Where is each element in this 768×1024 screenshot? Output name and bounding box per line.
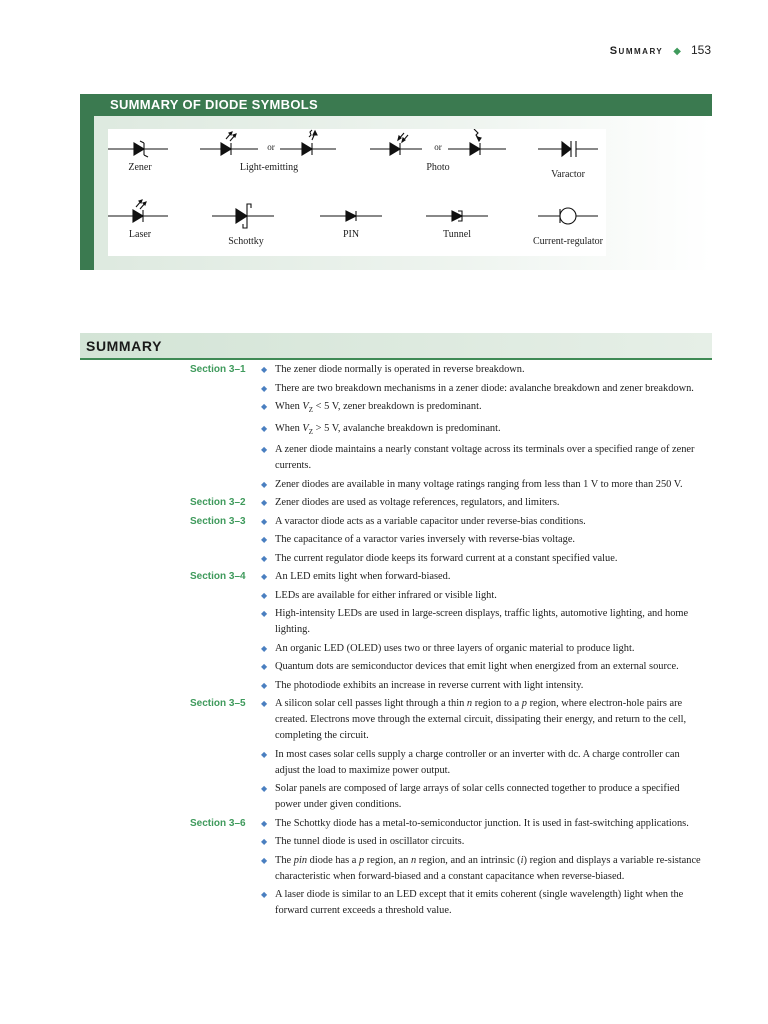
summary-title: SUMMARY [86, 338, 163, 354]
diamond-bullet-icon: ◆ [261, 498, 268, 508]
label-light-emitting: Light-emitting [239, 162, 299, 173]
summary-entry [0, 399, 768, 418]
summary-entry [0, 421, 768, 440]
summary-entry-text: The capacitance of a varactor varies inversely with reverse-bias voltage. [275, 534, 576, 546]
varactor-symbol-icon [538, 141, 598, 157]
label-current-regulator: Current-regulator [533, 236, 603, 247]
diamond-bullet-icon: ◆ [261, 784, 268, 794]
page-number: 153 [690, 43, 711, 57]
summary-entry-text: Solar panels are composed of large arrays of solar cells connected together to produce a specified power under given conditions. [275, 783, 680, 811]
summary-entry [0, 442, 768, 474]
summary-entry [0, 362, 768, 378]
label-laser: Laser [128, 229, 152, 240]
diamond-bullet-icon: ◆ [261, 402, 268, 411]
diamond-bullet-icon: ◆ [261, 516, 268, 526]
summary-entry [0, 551, 768, 567]
summary-entry [0, 588, 768, 604]
schottky-symbol-icon [212, 204, 274, 228]
tunnel-diode-symbol-icon [426, 211, 488, 221]
diamond-bullet-icon: ◆ [261, 423, 268, 433]
summary-entry [0, 495, 768, 511]
diamond-bullet-icon: ◆ [261, 837, 268, 847]
summary-entry [0, 532, 768, 548]
section-label: Section 3–3 [190, 515, 246, 527]
summary-entry [0, 659, 768, 675]
led-alt-symbol-icon [280, 130, 336, 155]
summary-entry [0, 834, 768, 850]
summary-entry [0, 514, 768, 530]
summary-entry-text: The tunnel diode is used in oscillator circuits. [275, 836, 465, 848]
summary-entry [0, 781, 768, 813]
summary-entry-text: High-intensity LEDs are used in large-screen displays, traffic lights, automotive lighting, and home lighting. [275, 608, 689, 636]
diamond-bullet-icon: ◆ [261, 818, 268, 828]
summary-entry-text: Zener diodes are used as voltage references, regulators, and limiters. [275, 497, 560, 509]
summary-entry-text: Zener diodes are available in many voltage ratings ranging from less than 1 V to more than 250 V. [275, 478, 683, 490]
summary-entry-text: An organic LED (OLED) uses two or three layers of organic material to produce light. [275, 642, 635, 654]
summary-entry-text: The Schottky diode has a metal-to-semiconductor junction. It is used in fast-switching applications. [275, 817, 689, 829]
label-tunnel: Tunnel [443, 229, 471, 240]
section-label: Section 3–5 [190, 698, 246, 710]
summary-entry [0, 606, 768, 638]
symbols-title: SUMMARY OF DIODE SYMBOLS [110, 97, 318, 112]
diamond-bullet-icon: ◆ [261, 535, 268, 545]
or-label-led: or [267, 142, 275, 152]
symbols-side-strip [80, 94, 94, 270]
diamond-bullet-icon: ◆ [261, 609, 268, 619]
summary-entry-text: Quantum dots are semiconductor devices that emit light when energized from an external source. [275, 661, 679, 673]
summary-entry-text: LEDs are available for either infrared or visible light. [275, 589, 497, 601]
summary-entry-text: There are two breakdown mechanisms in a zener diode: avalanche breakdown and zener breakdown. [275, 382, 694, 394]
summary-entry-text: A zener diode maintains a nearly constant voltage across its terminals over a specified range of zener currents. [275, 444, 695, 472]
diamond-icon: ◆ [673, 46, 681, 57]
diamond-bullet-icon: ◆ [261, 572, 268, 582]
summary-entry-text: The pin diode has a p region, an n region, and an intrinsic (i) region and displays a variable re-sistance characteristic when forward-biased and a constant capacitance when reverse-biased. [275, 854, 701, 882]
summary-entry-text: An LED emits light when forward-biased. [275, 571, 451, 583]
laser-symbol-icon [108, 200, 168, 222]
photodiode-symbol-icon [370, 133, 422, 155]
summary-entry [0, 696, 768, 744]
summary-entry-text: A silicon solar cell passes light through a thin n region to a p region, where electron-hole pairs are created. Electrons move through the external circuit, dissipating their energy, and return to the cell, completing the circuit. [275, 698, 687, 742]
summary-entry-text: The current regulator diode keeps its forward current at a constant specified value. [275, 552, 618, 564]
zener-symbol-icon [108, 141, 168, 157]
diamond-bullet-icon: ◆ [261, 680, 268, 690]
symbols-panel [108, 129, 606, 256]
current-regulator-symbol-icon [538, 208, 598, 224]
label-varactor: Varactor [551, 169, 585, 180]
or-label-photo: or [434, 142, 442, 152]
summary-entry [0, 381, 768, 397]
section-label: Section 3–2 [190, 497, 246, 509]
diamond-bullet-icon: ◆ [261, 590, 268, 600]
led-symbol-icon [200, 132, 258, 155]
summary-entry [0, 641, 768, 657]
summary-entry [0, 816, 768, 832]
section-label: Section 3–1 [190, 364, 246, 375]
summary-entry-text: The photodiode exhibits an increase in reverse current with light intensity. [275, 679, 584, 691]
summary-entry [0, 747, 768, 779]
summary-entry [0, 477, 768, 493]
diamond-bullet-icon: ◆ [261, 479, 268, 489]
pin-diode-symbol-icon [320, 211, 382, 221]
label-photo: Photo [426, 162, 450, 173]
label-zener: Zener [128, 162, 152, 173]
diamond-bullet-icon: ◆ [261, 662, 268, 672]
section-label: Section 3–6 [190, 817, 246, 829]
summary-entry-text: In most cases solar cells supply a charge controller or an inverter with dc. A charge controller can adjust the load to maximize power output. [275, 748, 680, 776]
diamond-bullet-icon: ◆ [261, 445, 268, 455]
label-schottky: Schottky [228, 236, 264, 247]
summary-entry-text: A varactor diode acts as a variable capacitor under reverse-bias conditions. [275, 515, 586, 527]
summary-entry-text: When $V_Z < 5$ V, zener breakdown is predominant. [275, 401, 482, 415]
label-pin: PIN [342, 229, 360, 240]
photodiode-alt-symbol-icon [448, 129, 506, 155]
diamond-bullet-icon: ◆ [261, 749, 268, 759]
summary-list [0, 362, 768, 922]
diamond-bullet-icon: ◆ [261, 383, 268, 393]
summary-entry-text: The zener diode normally is operated in reverse breakdown. [275, 364, 525, 375]
summary-entry [0, 678, 768, 694]
summary-entry-text: When $V_Z > 5$ V, avalanche breakdown is predominant. [275, 422, 501, 436]
summary-entry [0, 853, 768, 885]
running-head-title: Summary [609, 45, 664, 57]
summary-entry [0, 569, 768, 585]
diamond-bullet-icon: ◆ [261, 553, 268, 563]
diamond-bullet-icon: ◆ [261, 890, 268, 900]
diamond-bullet-icon: ◆ [261, 643, 268, 653]
diamond-bullet-icon: ◆ [261, 699, 268, 709]
diamond-bullet-icon: ◆ [261, 365, 268, 374]
section-label: Section 3–4 [190, 571, 246, 583]
summary-header [80, 333, 712, 360]
summary-entry [0, 887, 768, 919]
running-head [610, 43, 711, 58]
summary-entry-text: A laser diode is similar to an LED except that it emits coherent (single wavelength) light when the forward current exceeds a threshold value. [275, 889, 684, 917]
diode-symbols-box [80, 94, 712, 270]
diamond-bullet-icon: ◆ [261, 855, 268, 865]
